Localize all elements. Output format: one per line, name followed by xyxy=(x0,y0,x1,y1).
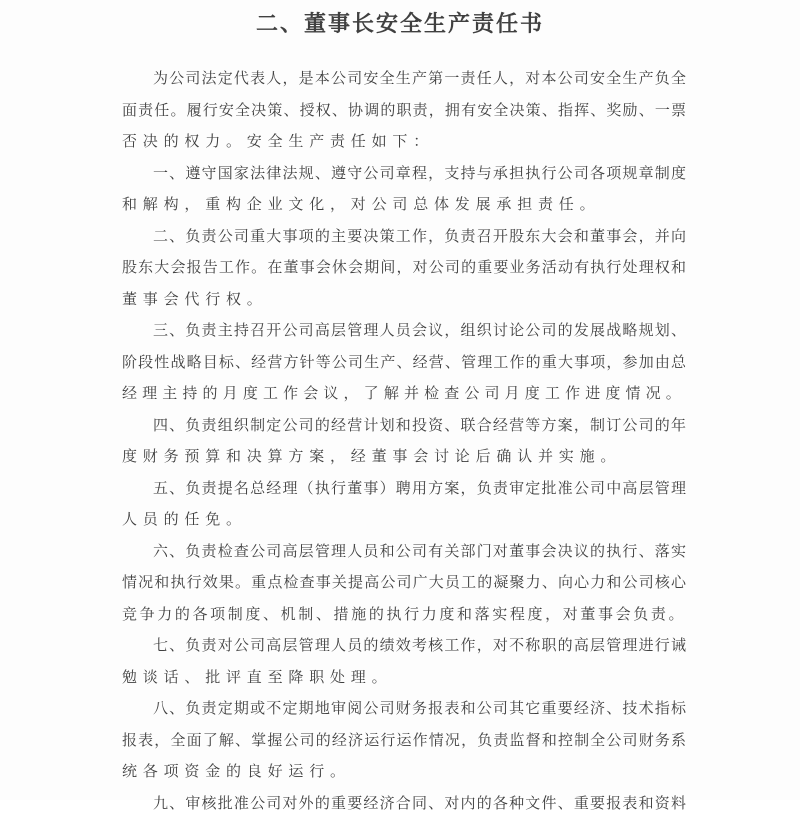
paragraph-line: 六、负责检查公司高层管理人员和公司有关部门对董事会决议的执行、落实 xyxy=(122,537,686,569)
paragraph xyxy=(122,789,686,820)
paragraph xyxy=(122,316,686,411)
paragraph xyxy=(122,411,686,474)
paragraph-line: 股东大会报告工作。在董事会休会期间，对公司的重要业务活动有执行处理权和 xyxy=(122,253,686,285)
paragraph-line: 和解构，重构企业文化，对公司总体发展承担责任。 xyxy=(122,190,686,222)
paragraph-line: 阶段性战略目标、经营方针等公司生产、经营、管理工作的重大事项，参加由总 xyxy=(122,348,686,380)
paragraph xyxy=(122,631,686,694)
paragraph-line: 人员的任免。 xyxy=(122,505,686,537)
paragraph-line: 度财务预算和决算方案，经董事会讨论后确认并实施。 xyxy=(122,442,686,474)
paragraph-line: 八、负责定期或不定期地审阅公司财务报表和公司其它重要经济、技术指标 xyxy=(122,694,686,726)
paragraph-line: 董事会代行权。 xyxy=(122,285,686,317)
paragraph xyxy=(122,474,686,537)
paragraph-line: 一、遵守国家法律法规、遵守公司章程，支持与承担执行公司各项规章制度 xyxy=(122,159,686,191)
paragraph-line: 九、审核批准公司对外的重要经济合同、对内的各种文件、重要报表和资料 xyxy=(122,789,686,820)
paragraph xyxy=(122,159,686,222)
document-title: 二、董事长安全生产责任书 xyxy=(0,9,800,39)
paragraph-line: 二、负责公司重大事项的主要决策工作，负责召开股东大会和董事会，并向 xyxy=(122,222,686,254)
paragraph-line: 竞争力的各项制度、机制、措施的执行力度和落实程度，对董事会负责。 xyxy=(122,600,686,632)
paragraph-line: 情况和执行效果。重点检查事关提高公司广大员工的凝聚力、向心力和公司核心 xyxy=(122,568,686,600)
paragraph xyxy=(122,537,686,632)
paragraph-line: 统各项资金的良好运行。 xyxy=(122,757,686,789)
paragraph xyxy=(122,694,686,789)
paragraph-line: 为公司法定代表人，是本公司安全生产第一责任人，对本公司安全生产负全 xyxy=(122,64,686,96)
paragraph-line: 五、负责提名总经理（执行董事）聘用方案，负责审定批准公司中高层管理 xyxy=(122,474,686,506)
paragraph-line: 勉谈话、批评直至降职处理。 xyxy=(122,663,686,695)
paragraph xyxy=(122,222,686,317)
document-body xyxy=(122,64,686,820)
paragraph-line: 面责任。履行安全决策、授权、协调的职责，拥有安全决策、指挥、奖励、一票 xyxy=(122,96,686,128)
paragraph-line: 四、负责组织制定公司的经营计划和投资、联合经营等方案，制订公司的年 xyxy=(122,411,686,443)
paragraph-line: 否决的权力。安全生产责任如下： xyxy=(122,127,686,159)
paragraph xyxy=(122,64,686,159)
paragraph-line: 报表，全面了解、掌握公司的经济运行运作情况，负责监督和控制全公司财务系 xyxy=(122,726,686,758)
paragraph-line: 三、负责主持召开公司高层管理人员会议，组织讨论公司的发展战略规划、 xyxy=(122,316,686,348)
paragraph-line: 七、负责对公司高层管理人员的绩效考核工作，对不称职的高层管理进行诫 xyxy=(122,631,686,663)
paragraph-line: 经理主持的月度工作会议，了解并检查公司月度工作进度情况。 xyxy=(122,379,686,411)
